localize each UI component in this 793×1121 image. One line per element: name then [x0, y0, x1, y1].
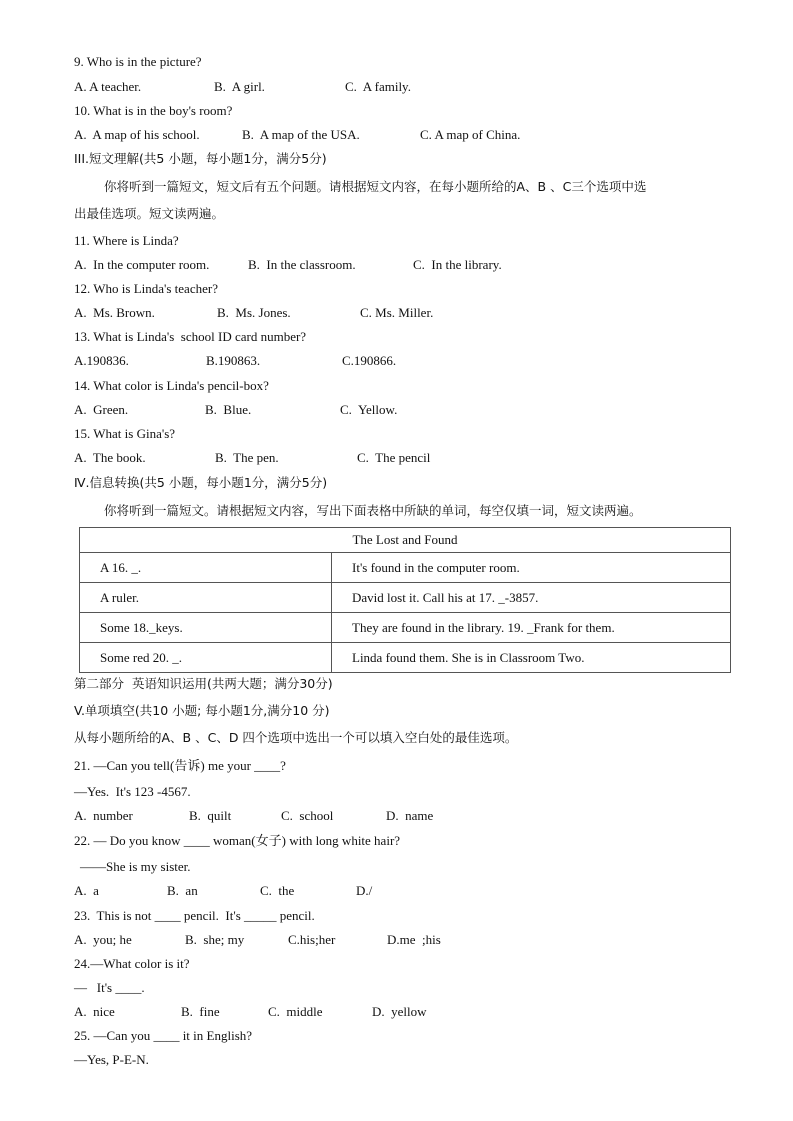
question-13-options — [74, 353, 754, 369]
question-13-stem: 13. What is Linda's school ID card number? — [74, 329, 307, 344]
table-row — [80, 553, 731, 583]
item-cell: Some red 20. _. — [80, 643, 332, 673]
question-12-options — [74, 305, 754, 321]
section-3-title: III.短文理解(共5 小题，每小题1分，满分5分) — [74, 151, 327, 166]
option-c: C. A map of China. — [420, 127, 521, 142]
table-header-row — [80, 528, 731, 553]
option-b: B. Ms. Jones. — [217, 305, 291, 320]
question-14-stem: 14. What color is Linda's pencil-box? — [74, 378, 269, 393]
option-b: B. A map of the USA. — [242, 127, 360, 142]
option-a: A. nice — [74, 1004, 115, 1019]
option-c: C. Yellow. — [340, 402, 398, 417]
option-b: B. fine — [181, 1004, 220, 1019]
option-d: D./ — [356, 883, 373, 898]
section-3-instruction-line2: 出最佳选项。短文读两遍。 — [74, 206, 225, 221]
option-c: C. A family. — [345, 79, 411, 94]
section-5-title: V.单项填空(共10 小题; 每小题1分,满分10 分) — [74, 703, 330, 718]
section-3-instruction-line1: 你将听到一篇短文，短文后有五个问题。请根据短文内容，在每小题所给的A、B 、C三个选项中选 — [104, 179, 647, 194]
question-15-stem: 15. What is Gina's? — [74, 426, 176, 441]
option-d: D. name — [386, 808, 434, 823]
option-a: A. you; he — [74, 932, 132, 947]
question-21-line2: —Yes. It's 123 -4567. — [74, 784, 191, 799]
question-25-line2: —Yes, P-E-N. — [74, 1052, 149, 1067]
table-row — [80, 643, 731, 673]
option-c: C. Ms. Miller. — [360, 305, 434, 320]
option-c: C.190866. — [342, 353, 397, 368]
table-title: The Lost and Found — [80, 528, 731, 553]
option-a: A. number — [74, 808, 133, 823]
option-a: A.190836. — [74, 353, 129, 368]
info-cell: David lost it. Call his at 17. _-3857. — [332, 583, 731, 613]
option-a: A. In the computer room. — [74, 257, 210, 272]
info-cell: They are found in the library. 19. _Frank for them. — [332, 613, 731, 643]
question-24-line2: — It's ____. — [74, 980, 145, 995]
question-25-line1: 25. —Can you ____ it in English? — [74, 1028, 253, 1043]
section-4-instruction: 你将听到一篇短文。请根据短文内容，写出下面表格中所缺的单词，每空仅填一词，短文读两遍。 — [104, 503, 642, 518]
option-c: C.his;her — [288, 932, 336, 947]
item-cell: A 16. _. — [80, 553, 332, 583]
question-22-line2: ——She is my sister. — [80, 859, 191, 874]
question-24-line1: 24.—What color is it? — [74, 956, 190, 971]
question-14-options — [74, 402, 754, 418]
option-c: C. In the library. — [413, 257, 502, 272]
option-b: B. an — [167, 883, 198, 898]
table-row — [80, 583, 731, 613]
question-21-line1: 21. —Can you tell(告诉) me your ____? — [74, 758, 286, 773]
option-b: B. she; my — [185, 932, 245, 947]
option-b: B.190863. — [206, 353, 261, 368]
question-9-options — [74, 79, 754, 95]
option-d: D. yellow — [372, 1004, 427, 1019]
part-2-title: 第二部分 英语知识运用(共两大题；满分30分) — [74, 676, 333, 691]
question-11-options — [74, 257, 754, 273]
option-b: B. Blue. — [205, 402, 252, 417]
option-c: C. school — [281, 808, 334, 823]
option-c: C. middle — [268, 1004, 323, 1019]
option-d: D.me ;his — [387, 932, 441, 947]
lost-and-found-table — [79, 527, 731, 673]
item-cell: A ruler. — [80, 583, 332, 613]
question-15-options — [74, 450, 754, 466]
question-22-line1: 22. — Do you know ____ woman(女子) with long white hair? — [74, 833, 401, 848]
section-5-instruction: 从每小题所给的A、B 、C、D 四个选项中选出一个可以填入空白处的最佳选项。 — [74, 730, 518, 745]
option-a: A. The book. — [74, 450, 146, 465]
option-a: A. a — [74, 883, 99, 898]
option-b: B. The pen. — [215, 450, 279, 465]
question-24-options — [74, 1004, 754, 1020]
question-9-stem: 9. Who is in the picture? — [74, 54, 202, 69]
option-b: B. A girl. — [214, 79, 265, 94]
question-23-options — [74, 932, 754, 948]
info-cell: Linda found them. She is in Classroom Two. — [332, 643, 731, 673]
question-10-options — [74, 127, 754, 143]
option-b: B. In the classroom. — [248, 257, 356, 272]
question-12-stem: 12. Who is Linda's teacher? — [74, 281, 218, 296]
option-a: A. A teacher. — [74, 79, 142, 94]
info-cell: It's found in the computer room. — [332, 553, 731, 583]
table-row — [80, 613, 731, 643]
question-10-stem: 10. What is in the boy's room? — [74, 103, 233, 118]
item-cell: Some 18._keys. — [80, 613, 332, 643]
option-c: C. The pencil — [357, 450, 431, 465]
section-4-title: Ⅳ.信息转换(共5 小题，每小题1分，满分5分) — [74, 475, 328, 490]
option-b: B. quilt — [189, 808, 232, 823]
option-a: A. A map of his school. — [74, 127, 200, 142]
question-11-stem: 11. Where is Linda? — [74, 233, 179, 248]
question-22-options — [74, 883, 754, 899]
option-a: A. Ms. Brown. — [74, 305, 155, 320]
option-c: C. the — [260, 883, 295, 898]
option-a: A. Green. — [74, 402, 129, 417]
question-23-line1: 23. This is not ____ pencil. It's _____ pencil. — [74, 908, 315, 923]
question-21-options — [74, 808, 754, 824]
